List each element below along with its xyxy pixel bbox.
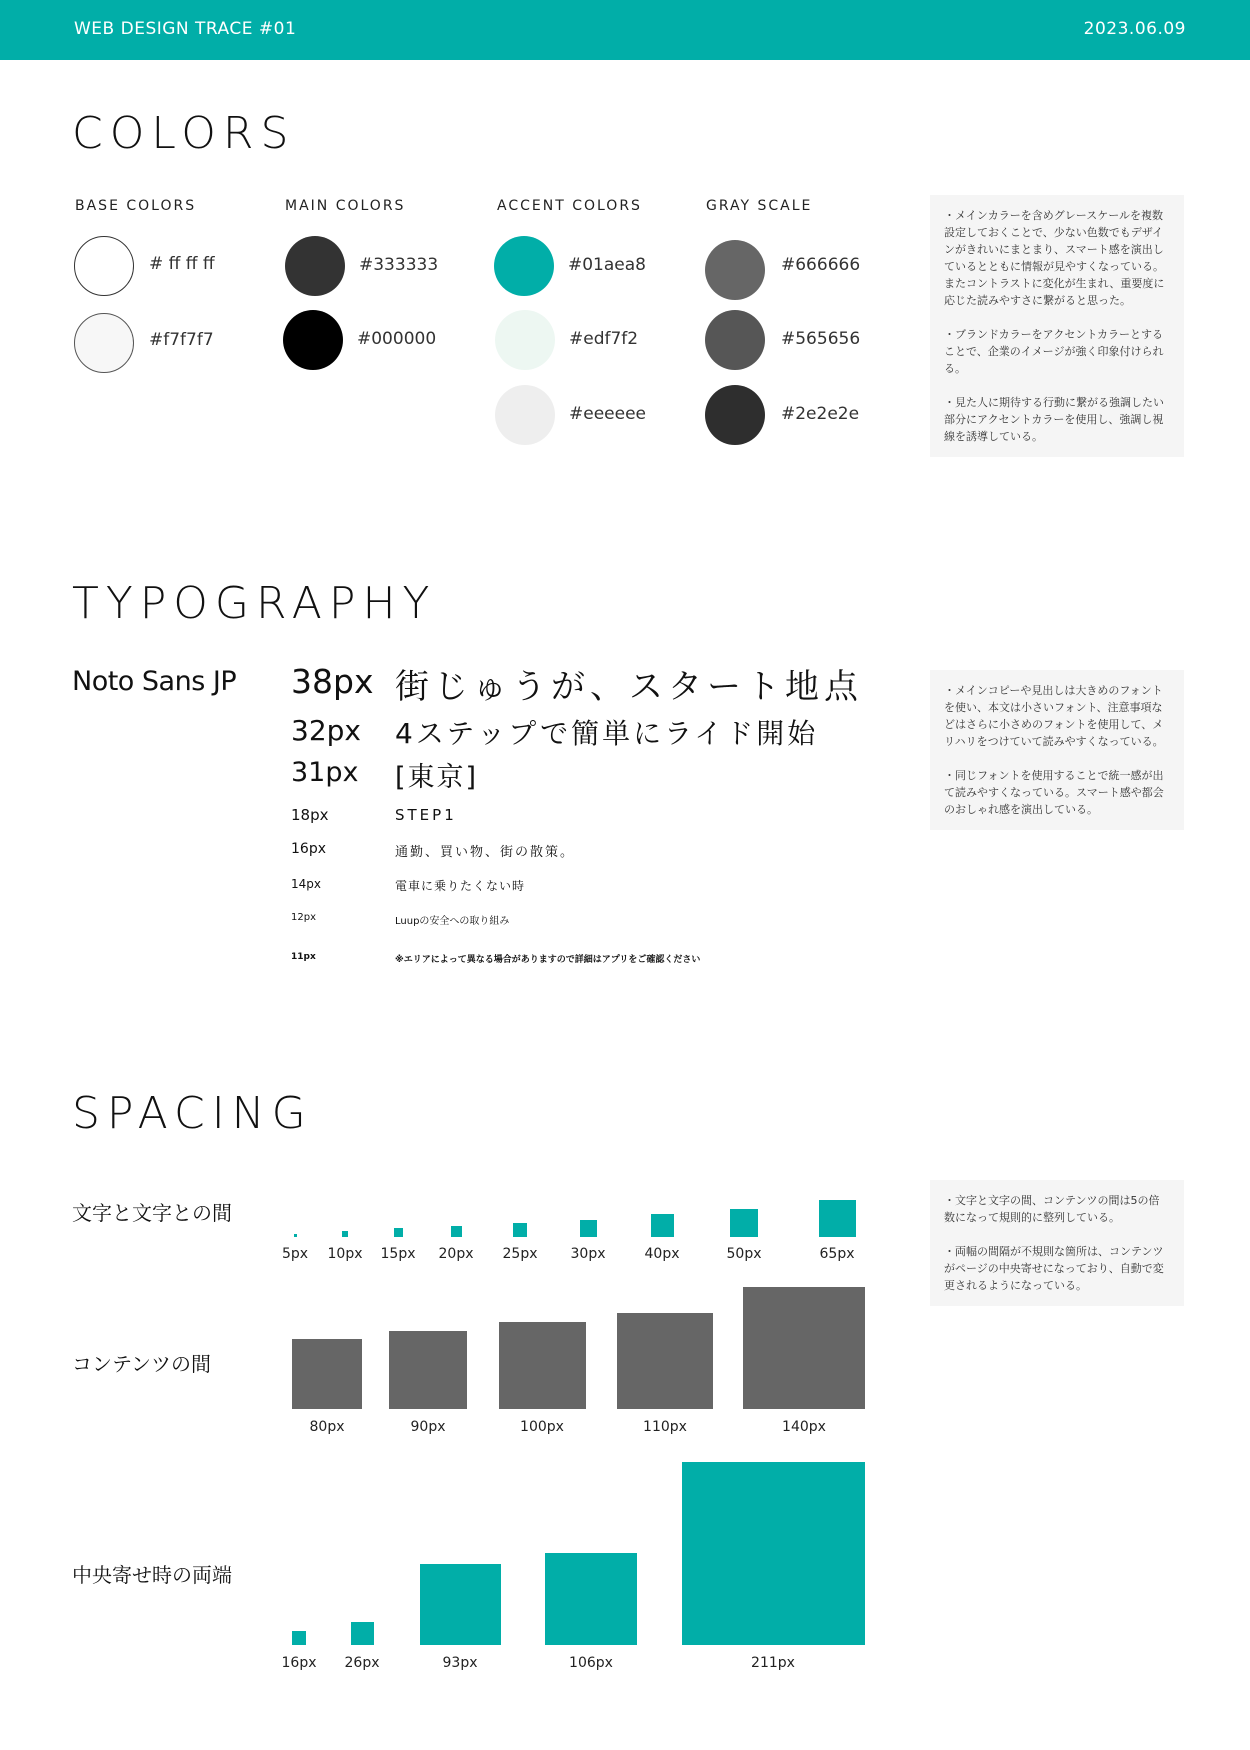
color-swatch-label: #01aea8 bbox=[568, 255, 646, 275]
color-swatch bbox=[285, 236, 345, 296]
color-group-accent bbox=[497, 198, 642, 214]
type-size-label: 12px bbox=[291, 912, 316, 923]
typography-note bbox=[930, 670, 1184, 830]
spacing-value-label: 106px bbox=[569, 1655, 613, 1671]
color-swatch-label: #565656 bbox=[781, 329, 861, 349]
spacing-value-label: 50px bbox=[726, 1246, 762, 1262]
type-sample: 4ステップで簡単にライド開始 bbox=[395, 717, 819, 750]
spacing-square bbox=[294, 1234, 297, 1237]
note-paragraph: ・ブランドカラーをアクセントカラーとすることで、企業のイメージが強く印象付けられる。 bbox=[944, 328, 1164, 375]
spacing-square bbox=[651, 1214, 674, 1237]
type-sample: 通勤、買い物、街の散策。 bbox=[395, 845, 576, 860]
spacing-value-label: 110px bbox=[643, 1419, 687, 1435]
color-swatch-label: #333333 bbox=[359, 255, 439, 275]
spacing-square bbox=[351, 1622, 374, 1645]
spacing-section-title: SPACING bbox=[72, 1088, 313, 1139]
spacing-square bbox=[420, 1564, 501, 1645]
color-swatch bbox=[705, 240, 765, 300]
note-paragraph: ・メインカラーを含めグレースケールを複数設定しておくことで、少ない色数でもデザインがきれいにまとまり、スマート感を演出しているとともに情報が見やすくなっている。またコントラストに変化が生まれ、重要度に応じた読みやすさに繋がると思った。 bbox=[944, 209, 1165, 307]
note-paragraph: ・文字と文字の間、コンテンツの間は5の倍数になって規則的に整列している。 bbox=[944, 1194, 1160, 1224]
color-swatch-label: #2e2e2e bbox=[781, 404, 860, 424]
spacing-square bbox=[292, 1631, 306, 1645]
color-swatch bbox=[705, 310, 765, 370]
spacing-value-label: 100px bbox=[520, 1419, 564, 1435]
colors-note bbox=[930, 195, 1184, 457]
spacing-square bbox=[617, 1313, 713, 1409]
note-paragraph: ・両幅の間隔が不規則な箇所は、コンテンツがページの中央寄せになっており、自動で変更されるようになっている。 bbox=[944, 1245, 1164, 1292]
spacing-value-label: 65px bbox=[819, 1246, 855, 1262]
header-date: 2023.06.09 bbox=[1083, 19, 1186, 39]
spacing-row-label: コンテンツの間 bbox=[72, 1352, 211, 1376]
type-size-label: 38px bbox=[291, 662, 374, 701]
color-group-gray bbox=[706, 198, 812, 214]
spacing-square bbox=[743, 1287, 865, 1409]
color-swatch-label: #edf7f2 bbox=[569, 329, 639, 349]
color-swatch bbox=[494, 236, 554, 296]
type-sample: STEP1 bbox=[395, 806, 457, 824]
font-name: Noto Sans JP bbox=[72, 666, 237, 697]
color-group-title: GRAY SCALE bbox=[706, 198, 813, 214]
color-group-main bbox=[285, 198, 405, 214]
color-swatch-label: #000000 bbox=[357, 329, 437, 349]
color-group-title: MAIN COLORS bbox=[285, 198, 406, 214]
spacing-value-label: 16px bbox=[281, 1655, 317, 1671]
spacing-row-label: 文字と文字との間 bbox=[72, 1201, 232, 1225]
spacing-value-label: 40px bbox=[644, 1246, 680, 1262]
color-swatch-label: #666666 bbox=[781, 255, 861, 275]
spacing-square bbox=[292, 1339, 362, 1409]
color-group-title: BASE COLORS bbox=[75, 198, 197, 214]
spacing-value-label: 80px bbox=[309, 1419, 345, 1435]
spacing-square bbox=[342, 1231, 348, 1237]
color-group-base bbox=[75, 198, 196, 214]
spacing-square bbox=[499, 1322, 586, 1409]
spacing-row-label: 中央寄せ時の両端 bbox=[72, 1563, 232, 1587]
color-swatch bbox=[495, 385, 555, 445]
spacing-square bbox=[545, 1553, 637, 1645]
note-paragraph: ・見た人に期待する行動に繋がる強調したい部分にアクセントカラーを使用し、強調し視線を誘導している。 bbox=[944, 396, 1164, 443]
spacing-value-label: 26px bbox=[344, 1655, 380, 1671]
header-title: WEB DESIGN TRACE #01 bbox=[74, 19, 297, 39]
header-bar bbox=[0, 0, 1250, 60]
spacing-square bbox=[730, 1209, 758, 1237]
type-sample: 電車に乗りたくない時 bbox=[395, 879, 526, 893]
color-swatch bbox=[283, 310, 343, 370]
spacing-value-label: 20px bbox=[438, 1246, 474, 1262]
color-swatch bbox=[705, 385, 765, 445]
spacing-value-label: 140px bbox=[782, 1419, 826, 1435]
color-group-title: ACCENT COLORS bbox=[497, 198, 642, 214]
type-size-label: 31px bbox=[291, 757, 359, 788]
spacing-square bbox=[451, 1226, 462, 1237]
spacing-note bbox=[930, 1180, 1184, 1306]
typography-section-title: TYPOGRAPHY bbox=[72, 578, 437, 629]
color-swatch bbox=[74, 236, 134, 296]
type-sample: [東京] bbox=[395, 762, 479, 793]
type-size-label: 32px bbox=[291, 714, 361, 747]
spacing-value-label: 211px bbox=[751, 1655, 795, 1671]
type-sample: Luupの安全への取り組み bbox=[395, 916, 510, 927]
spacing-square bbox=[580, 1220, 597, 1237]
spacing-square bbox=[682, 1462, 865, 1645]
spacing-value-label: 25px bbox=[502, 1246, 538, 1262]
spacing-value-label: 90px bbox=[410, 1419, 446, 1435]
type-sample: 街じゅうが、スタート地点 bbox=[395, 667, 863, 707]
color-swatch bbox=[74, 313, 134, 373]
colors-section-title: COLORS bbox=[72, 108, 296, 159]
spacing-value-label: 93px bbox=[442, 1655, 478, 1671]
note-paragraph: ・メインコピーや見出しは大きめのフォントを使い、本文は小さいフォント、注意事項などはさらに小さめのフォントを使用して、メリハリをつけていて読みやすくなっている。 bbox=[944, 684, 1164, 748]
spacing-square bbox=[819, 1200, 856, 1237]
type-size-label: 18px bbox=[291, 806, 329, 824]
color-swatch-label: #f7f7f7 bbox=[149, 330, 214, 350]
color-swatch bbox=[495, 310, 555, 370]
type-size-label: 16px bbox=[291, 841, 326, 857]
spacing-square bbox=[389, 1331, 467, 1409]
color-swatch-label: # ff ff ff bbox=[149, 254, 215, 274]
spacing-value-label: 10px bbox=[327, 1246, 363, 1262]
spacing-value-label: 5px bbox=[281, 1246, 309, 1262]
spacing-square bbox=[394, 1228, 403, 1237]
color-swatch-label: #eeeeee bbox=[569, 404, 646, 424]
spacing-value-label: 30px bbox=[570, 1246, 606, 1262]
type-size-label: 14px bbox=[291, 877, 321, 891]
type-sample: ※エリアによって異なる場合がありますので詳細はアプリをご確認ください bbox=[395, 955, 701, 965]
note-paragraph: ・同じフォントを使用することで統一感が出て読みやすくなっている。スマート感や都会のおしゃれ感を演出している。 bbox=[944, 769, 1164, 816]
spacing-value-label: 15px bbox=[380, 1246, 416, 1262]
spacing-square bbox=[513, 1223, 527, 1237]
type-size-label: 11px bbox=[291, 952, 316, 962]
